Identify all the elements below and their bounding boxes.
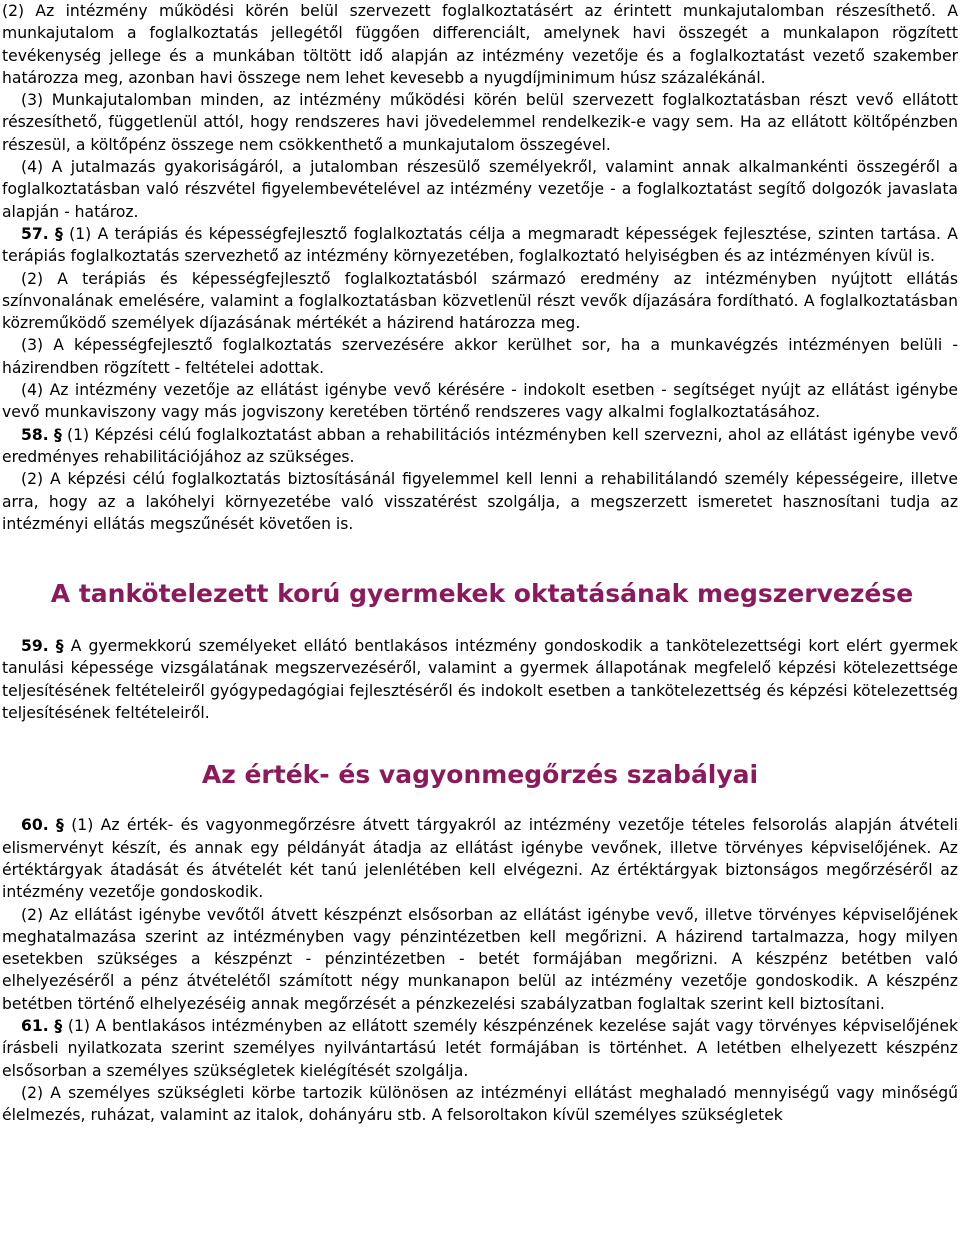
paragraph-text: (2) Az intézmény működési körén belül szervezett foglalkoztatásért az érintett munkajutalomban részesíthető. A munkajutalom a foglalkoztatás jellegétől függően differenciált, amelynek havi összegét a munkalapon rögzített tevékenység jellege és a munkában töltött idő alapján az intézmény vezetője és a foglalkoztatást vezető szakember határozza meg, azonban havi összege nem lehet kevesebb a nyugdíjminimum húsz százalékánál.: [2, 2, 958, 87]
article-number: 59.: [21, 637, 49, 656]
paragraph: [2, 424, 958, 469]
paragraph: [2, 904, 958, 1015]
paragraph-text: (1) A terápiás és képességfejlesztő foglalkoztatás célja a megmaradt képességek fejlesztése, szinten tartása. A terápiás foglalkoztatás szervezhető az intézmény környezetében, foglalkoztató helyiségben és az intézményen kívül is.: [2, 224, 958, 266]
paragraph-text: (2) A terápiás és képességfejlesztő foglalkoztatásból származó eredmény az intézményben nyújtott ellátás színvonalának emelésére, valamint a foglalkoztatásban közvetlenül részt vevők díjazására fordítható. A foglalkoztatásban közreműködő személyek díjazásának mértékét a házirend határozza meg.: [2, 269, 958, 333]
paragraph: [2, 468, 958, 535]
paragraph-text: (2) A személyes szükségleti körbe tartozik különösen az intézményi ellátást meghaladó mennyiségű vagy minőségű élelmezés, ruházat, valamint az italok, dohányáru stb. A felsoroltakon kívül személyes szükségletek: [2, 1083, 958, 1125]
paragraph-text: (2) Az ellátást igénybe vevőtől átvett készpénzt elsősorban az ellátást igénybe vevő, illetve törvényes képviselőjének meghatalmazása szerint az intézményben vagy pénzintézetben kell megőrizni. A házirend tartalmazza, hogy milyen esetekben szükséges a készpénzt - pénzintézetben - betét formájában megőrizni. A készpénz betétben való elhelyezéséről a pénz átvételétől számított négy munkanapon belül az intézmény vezetője gondoskodik. A készpénz betétben történő elhelyezéséig annak megőrzését a pénzkezelési szabályzatban foglaltak szerint kell biztosítani.: [2, 905, 958, 1013]
section-heading: Az érték- és vagyonmegőrzés szabályai: [201, 760, 759, 790]
paragraph: [2, 1015, 958, 1082]
paragraph-text: (1) Képzési célú foglalkoztatást abban a rehabilitációs intézményben kell szervezni, ahol az ellátást igénybe vevő eredményes rehabilitációjához az szükséges.: [2, 425, 958, 466]
paragraph: [2, 0, 958, 89]
paragraph-text: (4) A jutalmazás gyakoriságáról, a jutalomban részesülő személyekről, valamint annak alkalmankénti összegéről a foglalkoztatásban való részvétel figyelembevételével az intézmény vezetője - a foglalkoztatást segítő dolgozók javaslata alapján - határoz.: [2, 158, 958, 221]
paragraph-text: (1) A bentlakásos intézményben az ellátott személy készpénzének kezelése saját vagy törvényes képviselőjének írásbeli nyilatkozata szerint személyes nyilvántartású letét formájában is történhet. A letétben elhelyezett készpénz elsősorban a személyes szükségletek kielégítését szolgálja.: [2, 1016, 958, 1080]
paragraph: [2, 156, 958, 223]
paragraph: [2, 89, 958, 156]
article-number: 61.: [21, 1016, 49, 1035]
section-sign: §: [56, 816, 64, 835]
paragraph-text: A gyermekkorú személyeket ellátó bentlakásos intézmény gondoskodik a tankötelezettségi kort elért gyermek tanulási képessége vizsgálatának megszervezéséről, valamint a gyermek állapotának megfelelő képzési kötelezettsége teljesítésének feltételeiről gyógypedagógiai fejlesztéséről és indokolt esetben a tankötelezettség és képzési kötelezettség teljesítésének feltételeiről.: [2, 637, 958, 723]
paragraph-text: (2) A képzési célú foglalkoztatás biztosításánál figyelemmel kell lenni a rehabilitálandó személy képességeire, illetve arra, hogy az a lakóhelyi környezetébe való visszatérést szolgálja, a megszerzett ismeretet hasznosítani tudja az intézményi ellátás megszűnését követően is.: [2, 470, 958, 533]
article-number: 58.: [21, 425, 49, 444]
paragraph: [2, 334, 958, 379]
section-sign: §: [55, 637, 64, 656]
paragraph-text: (3) Munkajutalomban minden, az intézmény működési körén belül szervezett foglalkoztatásban részt vevő ellátott részesíthető, függetlenül attól, hogy rendszeres havi jövedelemmel rendelkezik-e vagy sem. Ha az ellátott költőpénzben részesül, a költőpénz összege nem csökkenthető a munkajutalom összegével.: [2, 91, 958, 154]
section-heading: A tankötelezett korú gyermekek oktatásának megszervezése: [50, 579, 914, 609]
paragraph: [2, 814, 958, 903]
paragraph: [2, 223, 958, 268]
paragraph: [2, 1082, 958, 1127]
section-sign: §: [54, 1016, 63, 1035]
article-number: 60.: [21, 816, 49, 835]
section-sign: §: [55, 224, 63, 243]
paragraph: [2, 635, 958, 724]
paragraph: [2, 268, 958, 335]
paragraph-text: (1) Az érték- és vagyonmegőrzésre átvett tárgyakról az intézmény vezetője tételes felsorolás alapján átvételi elismervényt készít, és annak egy példányát átadja az ellátást igénybe vevőnek, illetve törvényes képviselőjének. Az értéktárgyak átadását és átvételét két tanú jelenlétében kell elvégezni. Az értéktárgyak biztonságos megőrzéséről az intézmény vezetője gondoskodik.: [2, 816, 958, 902]
section-sign: §: [53, 425, 62, 444]
article-number: 57.: [21, 224, 49, 243]
paragraph: [2, 379, 958, 424]
paragraph-text: (3) A képességfejlesztő foglalkoztatás szervezésére akkor kerülhet sor, ha a munkavégzés intézményen belüli - házirendben rögzített - feltételei adottak.: [2, 336, 958, 377]
paragraph-text: (4) Az intézmény vezetője az ellátást igénybe vevő kérésére - indokolt esetben - segítséget nyújt az ellátást igénybe vevő munkaviszony vagy más jogviszony keretében történő rendszeres vagy alkalmi foglalkoztatásához.: [2, 381, 958, 422]
